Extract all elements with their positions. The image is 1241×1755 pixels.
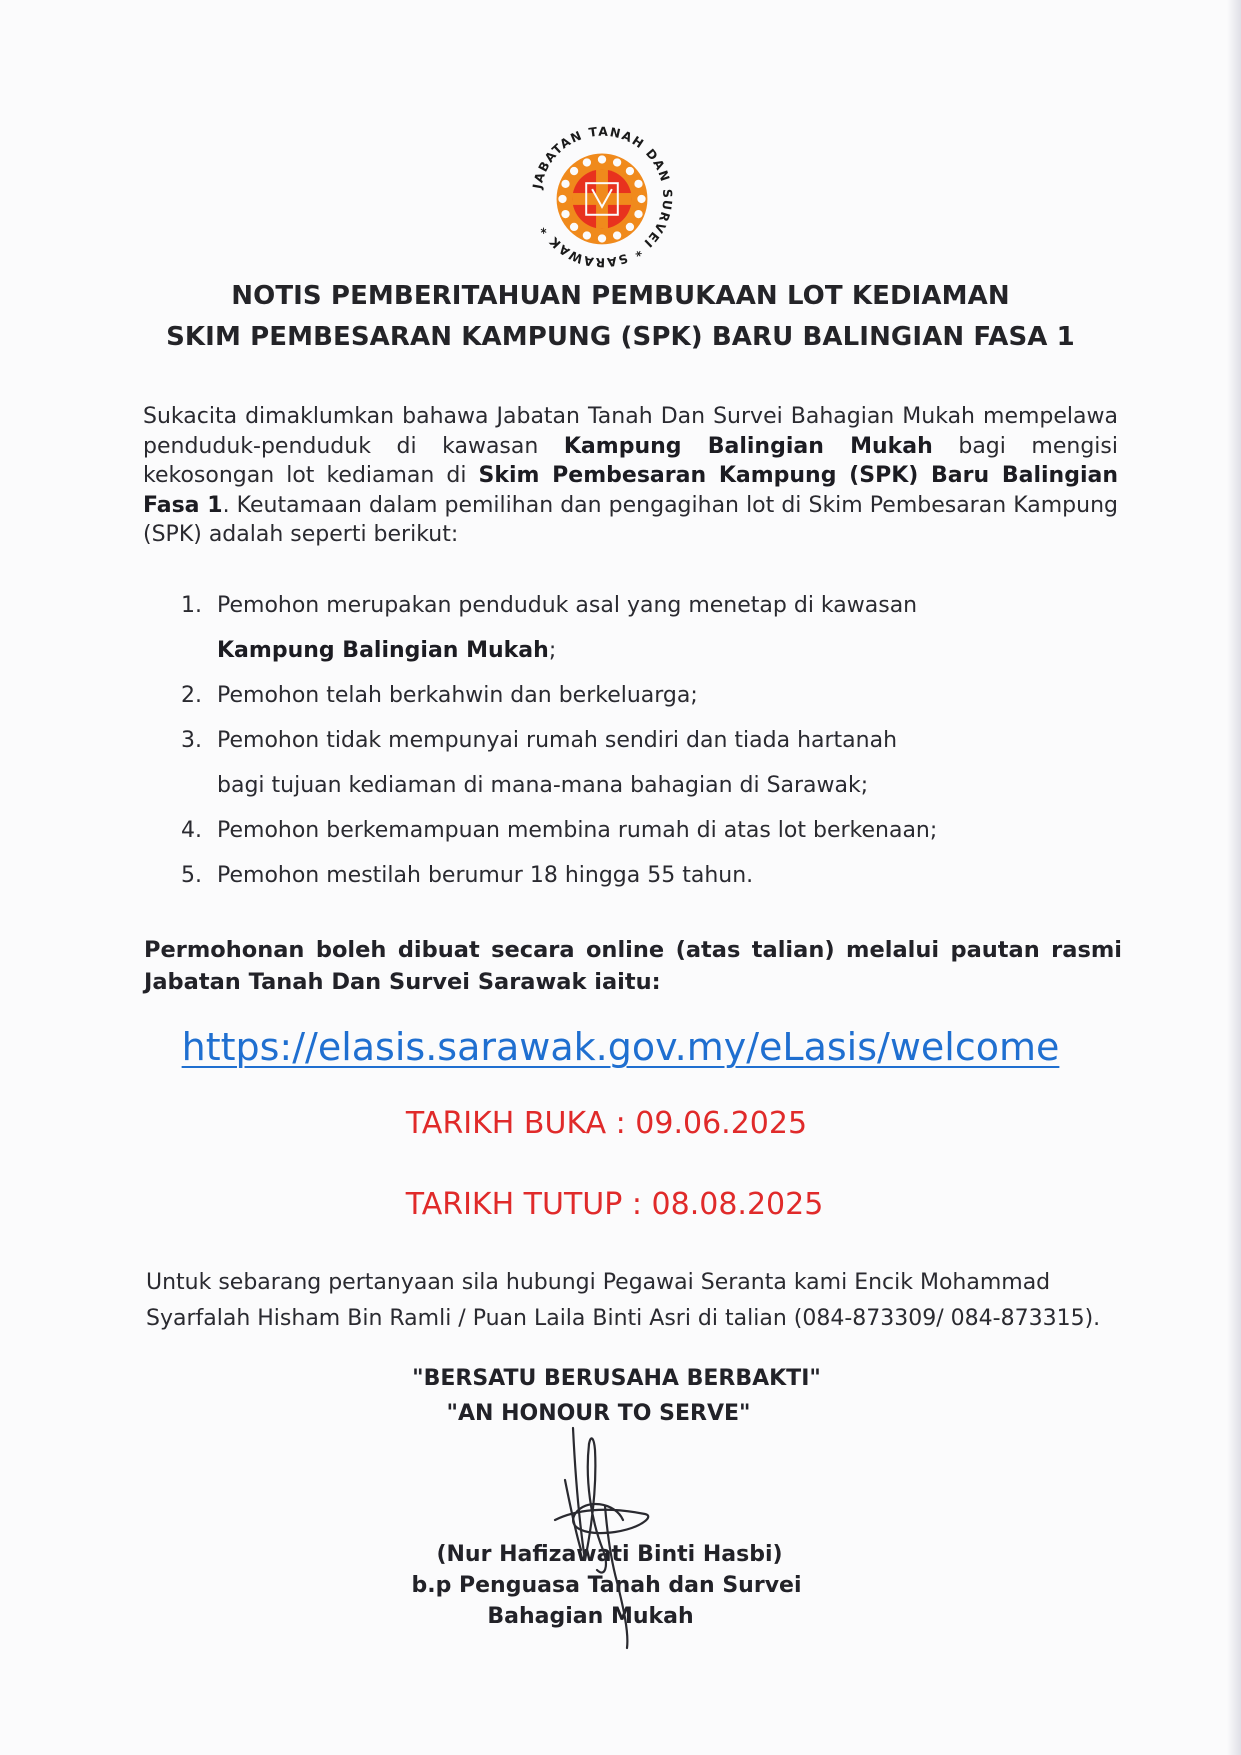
signatory-name: (Nur Hafizawati Binti Hasbi) [436, 1542, 783, 1567]
sun-ray-gap [626, 223, 634, 231]
application-instructions: Permohonan boleh dibuat secara online (atas talian) melalui pautan rasmi Jabatan Tanah Dan Survei Sarawak iaitu: [144, 937, 1122, 995]
criteria-list [175, 583, 1075, 898]
criteria-text: Pemohon telah berkahwin dan berkeluarga; [217, 683, 698, 708]
criteria-text: Pemohon tidak mempunyai rumah sendiri dan tiada hartanah bagi tujuan kediaman di mana-mana bahagian di Sarawak; [217, 728, 898, 798]
sun-ray-gap [570, 223, 578, 231]
department-logo [523, 118, 681, 276]
sun-ray-gap [637, 195, 645, 203]
criteria-suffix: ; [548, 638, 557, 663]
criteria-number: 5. [181, 863, 202, 888]
criteria-item [175, 673, 1075, 718]
sun-ray-gap [626, 167, 634, 175]
criteria-number: 4. [181, 818, 202, 843]
sun-ray-gap [583, 231, 591, 239]
contact-paragraph: Untuk sebarang pertanyaan sila hubungi Pegawai Seranta kami Encik Mohammad Syarfalah Hisham Bin Ramli / Puan Laila Binti Asri di talian (084-873309/ 084-873315). [146, 1270, 1101, 1331]
notice-title-line-1: NOTIS PEMBERITAHUAN PEMBUKAAN LOT KEDIAMAN [231, 281, 1010, 311]
notice-title-line-2: SKIM PEMBESARAN KAMPUNG (SPK) BARU BALINGIAN FASA 1 [166, 322, 1075, 352]
intro-text-2: bagi mengisi kekosongan lot kediaman di [143, 433, 1118, 488]
criteria-text: Pemohon merupakan penduduk asal yang menetap di kawasan [217, 593, 918, 618]
intro-text-3: . Keutamaan dalam pemilihan dan pengagihan lot di Skim Pembesaran Kampung (SPK) adalah seperti berikut: [143, 492, 1118, 547]
intro-text-1: Sukacita dimaklumkan bahawa Jabatan Tanah Dan Survei Bahagian Mukah mempelawa penduduk-penduduk di kawasan [143, 404, 1118, 459]
sun-ray-gap [598, 155, 606, 163]
intro-paragraph [143, 402, 1118, 550]
sun-ray-gap [634, 180, 642, 188]
criteria-item [175, 718, 1075, 808]
criteria-item [175, 808, 1075, 853]
sun-ray-gap [561, 180, 569, 188]
criteria-item [175, 583, 1075, 673]
logo-sun [557, 154, 648, 245]
opening-date: TARIKH BUKA : 09.06.2025 [405, 1106, 808, 1141]
logo-ring-text: JABATAN TANAH DAN SURVEI * SARAWAK * [530, 124, 675, 270]
sun-ray-gap [598, 234, 606, 242]
handwritten-signature [545, 1410, 665, 1650]
criteria-text: Pemohon mestilah berumur 18 hingga 55 tahun. [217, 863, 754, 888]
criteria-number: 2. [181, 683, 202, 708]
page-edge-shadow [1227, 0, 1241, 1755]
signatory-position: b.p Penguasa Tanah dan Survei [411, 1573, 802, 1598]
sun-ray-gap [583, 158, 591, 166]
signatory-division: Bahagian Mukah [487, 1604, 694, 1629]
sun-ray-gap [561, 210, 569, 218]
intro-bold-skim: Skim Pembesaran Kampung (SPK) Baru Balingian Fasa 1 [143, 463, 1118, 518]
sun-ray-gap [634, 210, 642, 218]
closing-date: TARIKH TUTUP : 08.08.2025 [405, 1187, 824, 1222]
motto-english: "AN HONOUR TO SERVE" [446, 1401, 751, 1426]
sun-ray-gap [558, 195, 566, 203]
criteria-text: Pemohon berkemampuan membina rumah di atas lot berkenaan; [217, 818, 938, 843]
elasis-application-link[interactable]: https://elasis.sarawak.gov.my/eLasis/welcome [181, 1025, 1060, 1069]
sun-ray-gap [613, 231, 621, 239]
sun-ray-gap [570, 167, 578, 175]
sun-ray-gap [613, 158, 621, 166]
criteria-bold: Kampung Balingian Mukah [217, 638, 549, 663]
motto-malay: "BERSATU BERUSAHA BERBAKTI" [412, 1366, 821, 1391]
criteria-number: 3. [181, 728, 202, 753]
criteria-item [175, 853, 1075, 898]
intro-bold-kampung: Kampung Balingian Mukah [563, 433, 933, 459]
criteria-number: 1. [181, 593, 202, 618]
